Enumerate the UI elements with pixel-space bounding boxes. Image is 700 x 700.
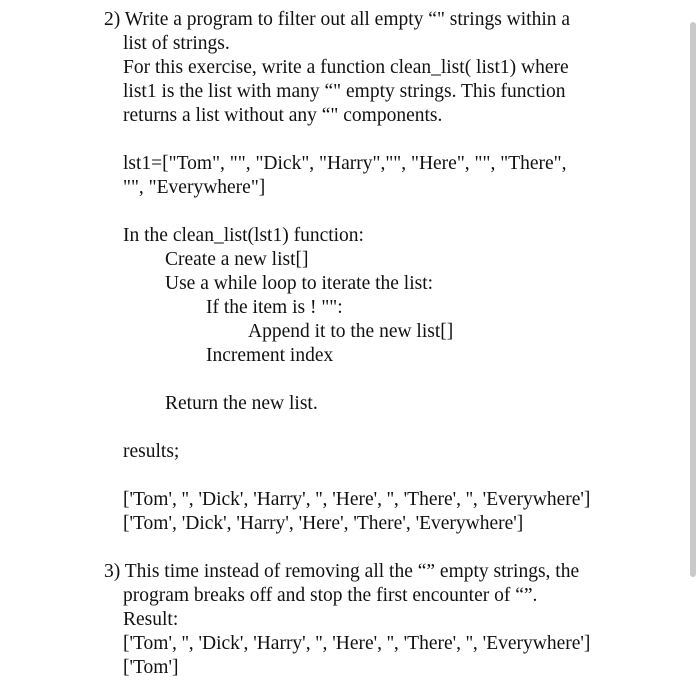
vertical-scrollbar[interactable] [690, 22, 696, 577]
q3-result-line-1: ['Tom', '', 'Dick', 'Harry', '', 'Here', '', 'There', '', 'Everywhere'] [123, 633, 591, 654]
q3-result-line-2: ['Tom'] [123, 657, 179, 678]
q3-line-2: program breaks off and stop the first encounter of “”. [123, 585, 538, 606]
q2-line-2: list of strings. [123, 33, 230, 54]
algo-step-create: Create a new list[] [165, 249, 309, 270]
algo-step-append: Append it to the new list[] [248, 321, 454, 342]
code-line-2: "", "Everywhere"] [123, 177, 266, 198]
q2-line-5: returns a list without any “" components. [123, 105, 443, 126]
algo-step-return: Return the new list. [165, 393, 318, 414]
result-line-1: ['Tom', '', 'Dick', 'Harry', '', 'Here', '', 'There', '', 'Everywhere'] [123, 489, 591, 510]
q3-line-1: 3) This time instead of removing all the “” empty strings, the [104, 561, 580, 582]
q2-line-1: 2) Write a program to filter out all empty “" strings within a [104, 9, 571, 30]
algo-step-increment: Increment index [206, 345, 334, 366]
algo-intro: In the clean_list(lst1) function: [123, 225, 364, 246]
results-label: results; [123, 441, 180, 462]
algo-step-loop: Use a while loop to iterate the list: [165, 273, 434, 294]
code-line-1: lst1=["Tom", "", "Dick", "Harry","", "Here", "", "There", [123, 153, 567, 174]
q3-result-label: Result: [123, 609, 179, 630]
algo-step-if: If the item is ! "": [206, 297, 343, 318]
result-line-2: ['Tom', 'Dick', 'Harry', 'Here', 'There', 'Everywhere'] [123, 513, 524, 534]
q2-line-3: For this exercise, write a function clean_list( list1) where [123, 57, 569, 78]
q2-line-4: list1 is the list with many “" empty strings. This function [123, 81, 566, 102]
